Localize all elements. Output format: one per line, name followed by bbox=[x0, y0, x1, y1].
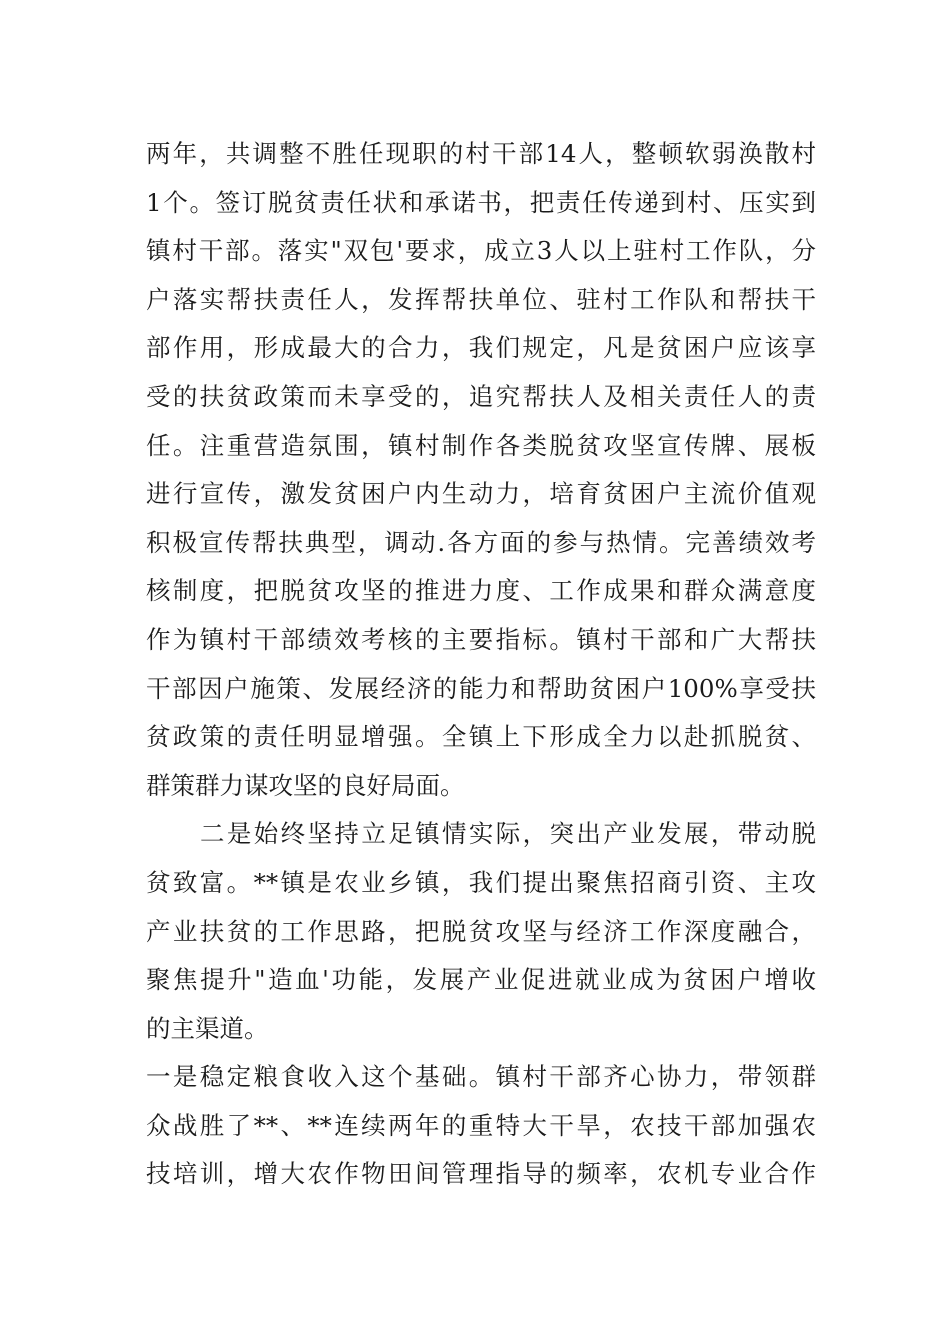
text-line: 贫致富。**镇是农业乡镇，我们提出聚焦招商引资、主攻 bbox=[146, 867, 816, 897]
paragraph-end-line: 的主渠道。 bbox=[146, 1013, 269, 1043]
text-line: 任。注重营造氛围，镇村制作各类脱贫攻坚宣传牌、展板 bbox=[146, 430, 816, 460]
text-line: 作为镇村干部绩效考核的主要指标。镇村干部和广大帮扶 bbox=[146, 624, 816, 654]
text-line: 众战胜了**、**连续两年的重特大干旱，农技干部加强农 bbox=[146, 1110, 816, 1140]
text-line: 干部因户施策、发展经济的能力和帮助贫困户100%享受扶 bbox=[146, 673, 816, 703]
text-line: 户落实帮扶责任人，发挥帮扶单位、驻村工作队和帮扶干 bbox=[146, 284, 816, 314]
paragraph-start-line: 二是始终坚持立足镇情实际，突出产业发展，带动脱 bbox=[200, 819, 816, 849]
paragraph-start-line: 一是稳定粮食收入这个基础。镇村干部齐心协力，带领群 bbox=[146, 1062, 816, 1092]
text-line: 部作用，形成最大的合力，我们规定，凡是贫困户应该享 bbox=[146, 333, 816, 363]
paragraph-end-line: 群策群力谋攻坚的良好局面。 bbox=[146, 770, 465, 800]
text-line: 两年，共调整不胜任现职的村干部14人，整顿软弱涣散村 bbox=[146, 139, 816, 168]
text-line: 1个。签订脱贫责任状和承诺书，把责任传递到村、压实到 bbox=[146, 187, 816, 217]
text-line: 受的扶贫政策而未享受的，追究帮扶人及相关责任人的责 bbox=[146, 381, 816, 411]
text-line: 技培训，增大农作物田间管理指导的频率，农机专业合作 bbox=[146, 1159, 816, 1189]
text-line: 进行宣传，激发贫困户内生动力，培育贫困户主流价值观 bbox=[146, 479, 816, 509]
text-line: 镇村干部。落实"双包'要求，成立3人以上驻村工作队，分 bbox=[146, 236, 816, 266]
text-line: 核制度，把脱贫攻坚的推进力度、工作成果和群众满意度 bbox=[146, 576, 816, 606]
document-body bbox=[146, 130, 816, 1199]
text-line: 产业扶贫的工作思路，把脱贫攻坚与经济工作深度融合， bbox=[146, 916, 816, 946]
text-line: 聚焦提升"造血'功能，发展产业促进就业成为贫困户增收 bbox=[146, 965, 816, 995]
text-line: 积极宣传帮扶典型，调动.各方面的参与热情。完善绩效考 bbox=[146, 527, 816, 557]
text-line: 贫政策的责任明显增强。全镇上下形成全力以赴抓脱贫、 bbox=[146, 722, 816, 752]
